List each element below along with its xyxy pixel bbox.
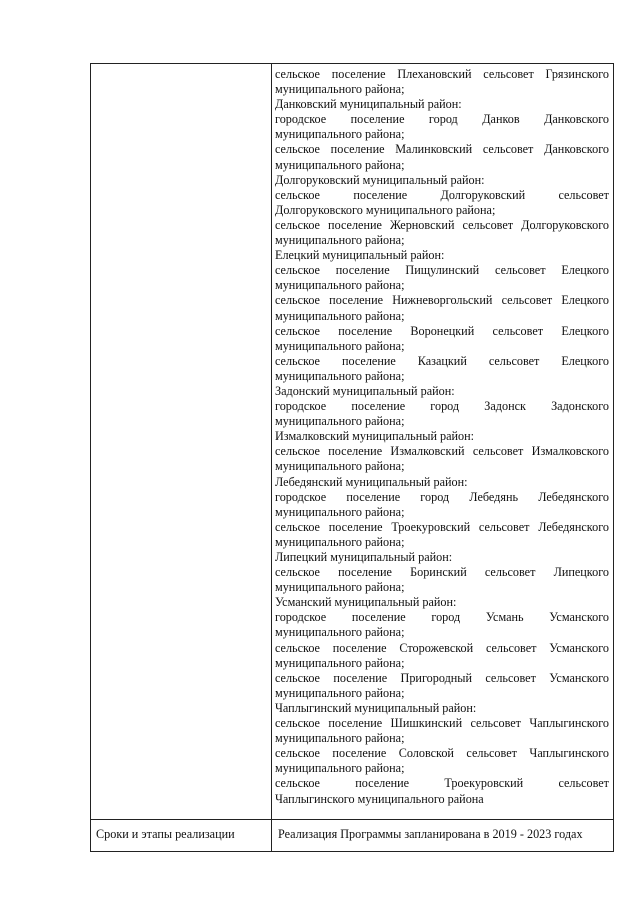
- text-line: Чаплыгинского муниципального района: [275, 791, 484, 806]
- text-line: сельское поселение Измалковский сельсовет Измалковского: [275, 444, 609, 459]
- text-line: муниципального района;: [275, 761, 405, 776]
- text-line: Долгоруковского муниципального района;: [275, 202, 496, 217]
- text-line: муниципального района;: [275, 233, 405, 248]
- text-line: муниципального района;: [275, 655, 405, 670]
- text-line: городское поселение город Данков Данковского: [275, 112, 609, 127]
- text-line: городское поселение город Задонск Задонского: [275, 399, 609, 414]
- text-line: сельское поселение Плехановский сельсовет Грязинского: [275, 67, 609, 81]
- text-line: муниципального района;: [275, 278, 405, 293]
- text-line: муниципального района;: [275, 338, 405, 353]
- text-line: сельское поселение Пищулинский сельсовет Елецкого: [275, 263, 609, 278]
- text-line: сельское поселение Казацкий сельсовет Елецкого: [275, 353, 609, 368]
- text-line: Измалковский муниципальный район:: [275, 429, 475, 444]
- text-line: муниципального района;: [275, 368, 405, 383]
- text-line: сельское поселение Воронецкий сельсовет Елецкого: [275, 323, 609, 338]
- text-line: муниципального района;: [275, 459, 405, 474]
- text-line: муниципального района;: [275, 625, 405, 640]
- table-column-divider: [271, 63, 272, 852]
- table-row-divider: [90, 819, 614, 820]
- text-line: муниципального района;: [275, 580, 405, 595]
- text-line: сельское поселение Боринский сельсовет Липецкого: [275, 565, 609, 580]
- text-line: сельское поселение Нижневоргольский сельсовет Елецкого: [275, 293, 609, 308]
- text-line: Данковский муниципальный район:: [275, 97, 462, 112]
- municipalities-list-cell: [275, 67, 609, 807]
- text-line: сельское поселение Долгоруковский сельсовет: [275, 187, 609, 202]
- text-line: городское поселение город Усмань Усманского: [275, 610, 609, 625]
- text-line: муниципального района;: [275, 127, 405, 142]
- text-line: Чаплыгинский муниципальный район:: [275, 700, 477, 715]
- text-line: муниципального района;: [275, 504, 405, 519]
- text-line: сельское поселение Жерновский сельсовет Долгоруковского: [275, 217, 609, 232]
- text-line: сельское поселение Малинковский сельсовет Данковского: [275, 142, 609, 157]
- implementation-period-value: Реализация Программы запланирована в 2019 - 2023 годах: [278, 827, 583, 841]
- text-line: Задонский муниципальный район:: [275, 383, 455, 398]
- text-line: Долгоруковский муниципальный район:: [275, 172, 485, 187]
- text-line: сельское поселение Пригородный сельсовет Усманского: [275, 670, 609, 685]
- text-line: Липецкий муниципальный район:: [275, 550, 453, 564]
- text-line: муниципального района;: [275, 414, 405, 429]
- implementation-period-label: Сроки и этапы реализации: [96, 827, 235, 841]
- text-line: сельское поселение Сторожевской сельсовет Усманского: [275, 640, 609, 655]
- text-line: муниципального района;: [275, 685, 405, 700]
- text-line: Лебедянский муниципальный район:: [275, 474, 468, 489]
- text-line: муниципального района;: [275, 731, 405, 746]
- text-line: сельское поселение Троекуровский сельсовет: [275, 776, 609, 791]
- text-line: Усманский муниципальный район:: [275, 595, 457, 610]
- text-line: Елецкий муниципальный район:: [275, 248, 445, 263]
- text-line: сельское поселение Троекуровский сельсовет Лебедянского: [275, 519, 609, 534]
- text-line: городское поселение город Лебедянь Лебедянского: [275, 489, 609, 504]
- text-line: сельское поселение Соловской сельсовет Чаплыгинского: [275, 746, 609, 761]
- text-line: муниципального района;: [275, 157, 405, 172]
- text-line: муниципального района;: [275, 534, 405, 549]
- text-line: сельское поселение Шишкинский сельсовет Чаплыгинского: [275, 716, 609, 731]
- text-line: муниципального района;: [275, 82, 405, 97]
- text-line: муниципального района;: [275, 308, 405, 323]
